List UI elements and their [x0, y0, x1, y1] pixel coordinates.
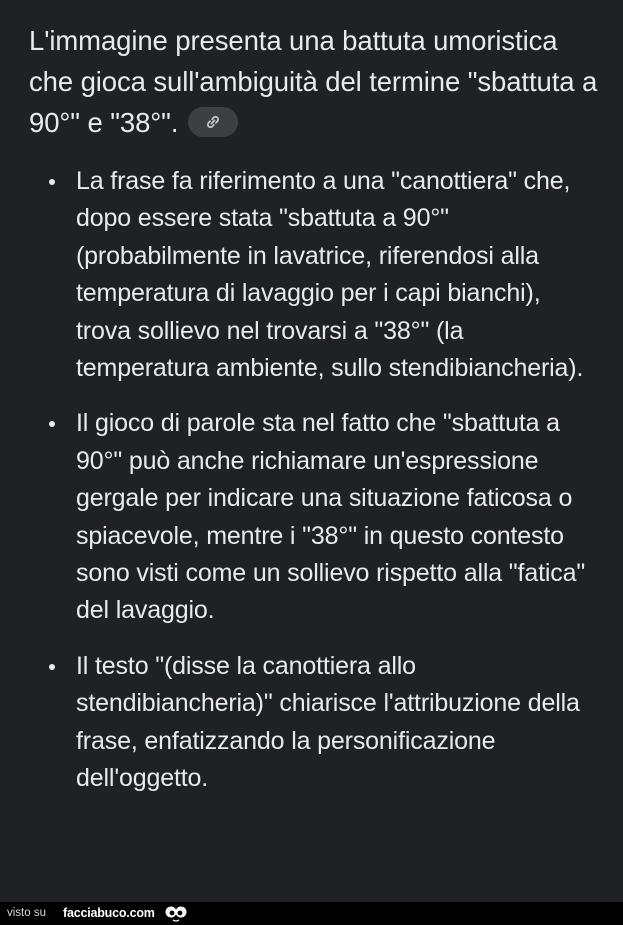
site-brand-link[interactable]: facciabuco.com: [63, 906, 155, 920]
list-item: [0, 405, 623, 629]
list-item-text: La frase fa riferimento a una "canottiera" che, dopo essere stata "sbattuta a 90°" (probabilmente in lavatrice, riferendosi alla temperatura di lavaggio per i capi bianchi), trova sollievo nel trovarsi a "38°" (la temperatura ambiente, sullo stendibiancheria).: [76, 167, 584, 383]
bullet-dot: [49, 179, 55, 185]
list-item: [0, 163, 623, 387]
link-icon: [204, 114, 222, 130]
intro-paragraph: [29, 20, 599, 143]
bullet-dot: [49, 421, 55, 427]
visto-su-label: visto su: [7, 907, 46, 919]
bullet-dot: [49, 664, 55, 670]
list-item: [0, 648, 623, 798]
explanation-list: [0, 163, 623, 798]
list-item-text: Il gioco di parole sta nel fatto che "sbattuta a 90°" può anche richiamare un'espressione gergale per indicare una situazione faticosa o spiacevole, mentre i "38°" in questo contesto sono visti come un sollievo rispetto alla "fatica" del lavaggio.: [76, 409, 586, 625]
source-link-chip[interactable]: [188, 107, 238, 137]
eyes-mascot-icon: [164, 904, 188, 923]
list-item-text: Il testo "(disse la canottiera allo stendibiancheria)" chiarisce l'attribuzione della frase, enfatizzando la personificazione dell'oggetto.: [76, 651, 580, 793]
intro-text: L'immagine presenta una battuta umoristica che gioca sull'ambiguità del termine "sbattuta a 90°" e "38°".: [29, 25, 598, 138]
watermark-footer: [0, 902, 623, 925]
